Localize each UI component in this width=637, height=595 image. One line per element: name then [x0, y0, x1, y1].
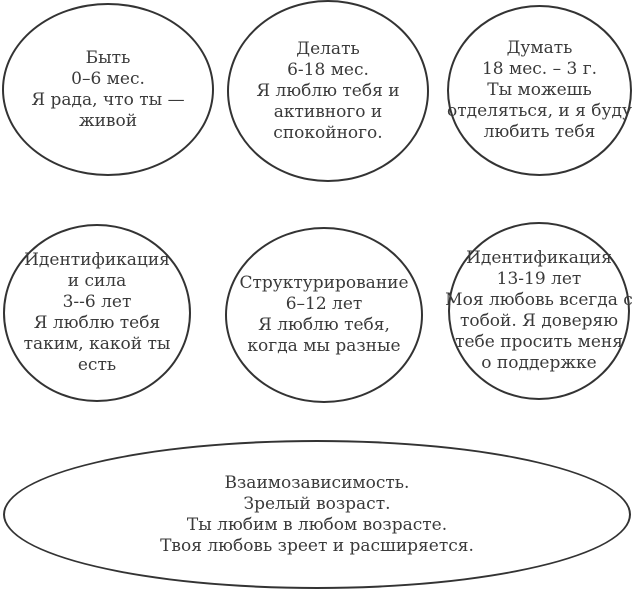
stage-message-line: Я рада, что ты —	[31, 89, 185, 110]
stage-message-line: когда мы разные	[247, 336, 401, 356]
stage-age: 6–12 лет	[285, 294, 363, 314]
stage-identity-power-circle	[3, 224, 191, 402]
stage-title: Думать	[506, 38, 573, 58]
stage-identity-adolescence-circle	[445, 222, 633, 400]
final-stage-message-line: Ты любим в любом возрасте.	[186, 514, 448, 535]
stage-message-line: Моя любовь всегда с	[445, 290, 633, 310]
stage-age: 6-18 мес.	[287, 59, 369, 80]
stage-structuring-circle	[225, 227, 423, 403]
stage-title: Быть	[85, 47, 131, 68]
final-stage-message-line: Твоя любовь зреет и расширяется.	[160, 535, 474, 556]
stage-message-line: любить тебя	[483, 122, 596, 142]
stage-message-line: отделяться, и я буду	[447, 101, 632, 121]
stage-message-line: тебе просить меня	[455, 332, 623, 352]
final-stage-age: Зрелый возраст.	[243, 493, 391, 514]
stage-message-line: активного и	[273, 101, 383, 122]
stage-message-line: Я люблю тебя	[33, 313, 161, 333]
stage-title: Идентификация	[466, 248, 612, 268]
stage-message-line: о поддержке	[481, 353, 597, 373]
stage-being-circle	[2, 3, 214, 176]
stage-message-line: Ты можешь	[487, 80, 592, 100]
stage-age: 3--6 лет	[62, 292, 132, 312]
stage-age: 13-19 лет	[496, 269, 582, 289]
stage-message-line: таким, какой ты	[23, 334, 171, 354]
final-stage-title: Взаимозависимость.	[224, 472, 410, 493]
stage-message-line: живой	[78, 110, 138, 131]
stage-title: Делать	[296, 38, 360, 59]
stage-thinking-circle	[447, 5, 632, 176]
stage-title: Структурирование	[239, 273, 409, 293]
stage-message-line: тобой. Я доверяю	[459, 311, 619, 331]
stage-message-line: Я люблю тебя,	[258, 315, 390, 335]
stage-message-line: Я люблю тебя и	[256, 80, 400, 101]
stage-title: и сила	[67, 271, 127, 291]
stage-age: 0–6 мес.	[71, 68, 145, 89]
interdependence-ellipse	[3, 440, 631, 589]
stage-title: Идентификация	[24, 250, 170, 270]
stage-message-line: спокойного.	[273, 122, 383, 143]
stage-age: 18 мес. – 3 г.	[481, 59, 598, 79]
stage-doing-circle	[227, 0, 429, 182]
stage-message-line: есть	[77, 355, 117, 375]
